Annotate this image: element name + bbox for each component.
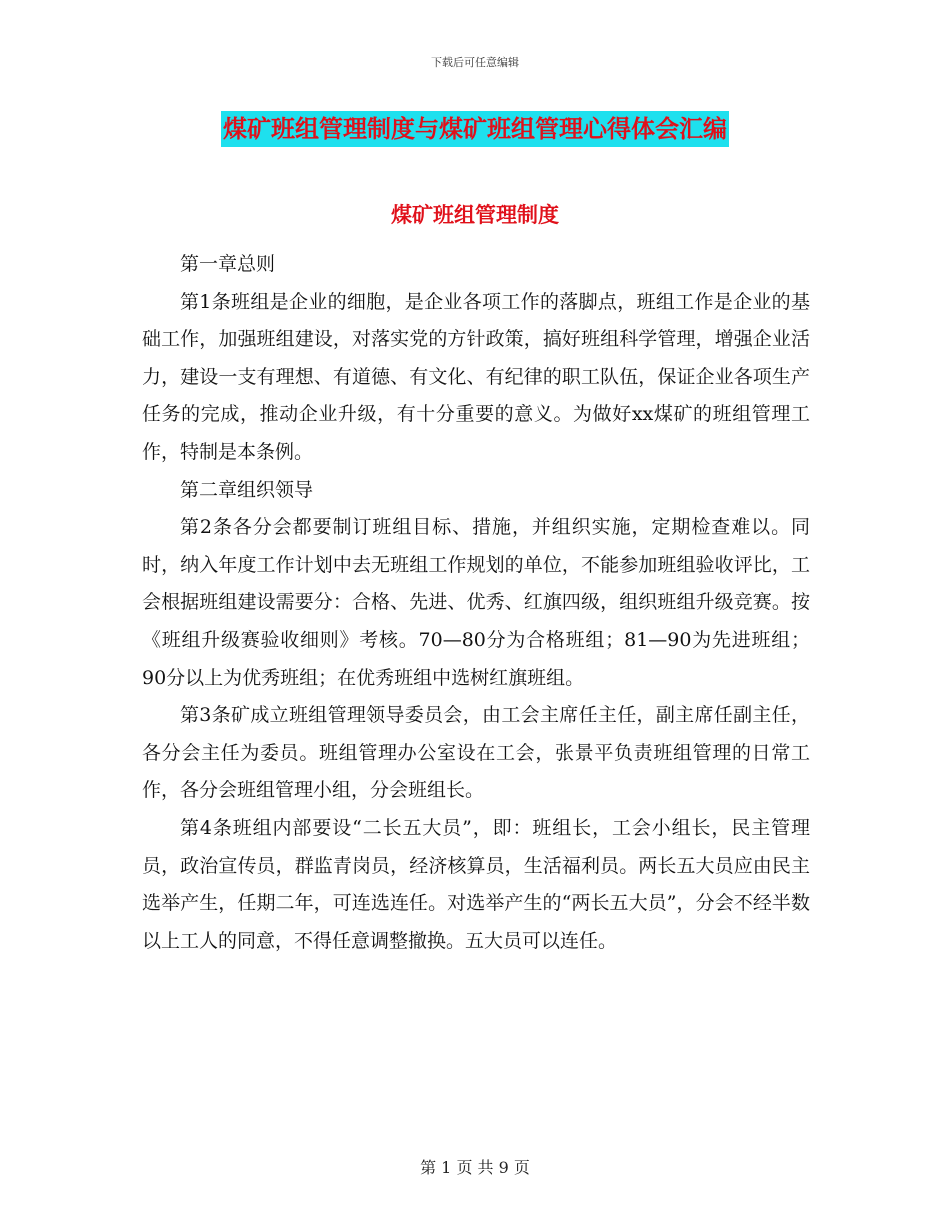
article-paragraph: 第1条班组是企业的细胞，是企业各项工作的落脚点，班组工作是企业的基础工作，加强班组建设，对落实党的方针政策，搞好班组科学管理，增强企业活力，建设一支有理想、有道德、有文化、有纪律的职工队伍，保证企业各项生产任务的完成，推动企业升级，有十分重要的意义。为做好xx煤矿的班组管理工作，特制是本条例。	[142, 290, 810, 463]
page-number-footer: 第 1 页 共 9 页	[420, 1158, 530, 1177]
chapter-heading: 第一章总则	[180, 253, 276, 275]
document-body	[142, 246, 810, 960]
chapter-heading: 第二章组织领导	[180, 478, 314, 501]
article-paragraph: 第4条班组内部要设“二长五大员”，即：班组长，工会小组长，民主管理员，政治宣传员，群监青岗员，经济核算员，生活福利员。两长五大员应由民主选举产生，任期二年，可连选连任。对选举产生的“两长五大员”，分会不经半数以上工人的同意，不得任意调整撤换。五大员可以连任。	[142, 816, 810, 952]
header-note: 下载后可任意编辑	[431, 56, 519, 69]
article-paragraph: 第2条各分会都要制订班组目标、措施，并组织实施，定期检查难以。同时，纳入年度工作计划中去无班组工作规划的单位，不能参加班组验收评比，工会根据班组建设需要分：合格、先进、优秀、红旗四级，组织班组升级竞赛。按《班组升级赛验收细则》考核。70—80分为合格班组；81—90为先进班组；90分以上为优秀班组；在优秀班组中选树红旗班组。	[142, 516, 810, 689]
main-title: 煤矿班组管理制度与煤矿班组管理心得体会汇编	[221, 111, 729, 147]
article-paragraph: 第3条矿成立班组管理领导委员会，由工会主席任主任，副主席任副主任，各分会主任为委员。班组管理办公室设在工会，张景平负责班组管理的日常工作，各分会班组管理小组，分会班组长。	[142, 704, 810, 802]
section-title: 煤矿班组管理制度	[391, 203, 559, 227]
main-title-container	[0, 111, 950, 147]
